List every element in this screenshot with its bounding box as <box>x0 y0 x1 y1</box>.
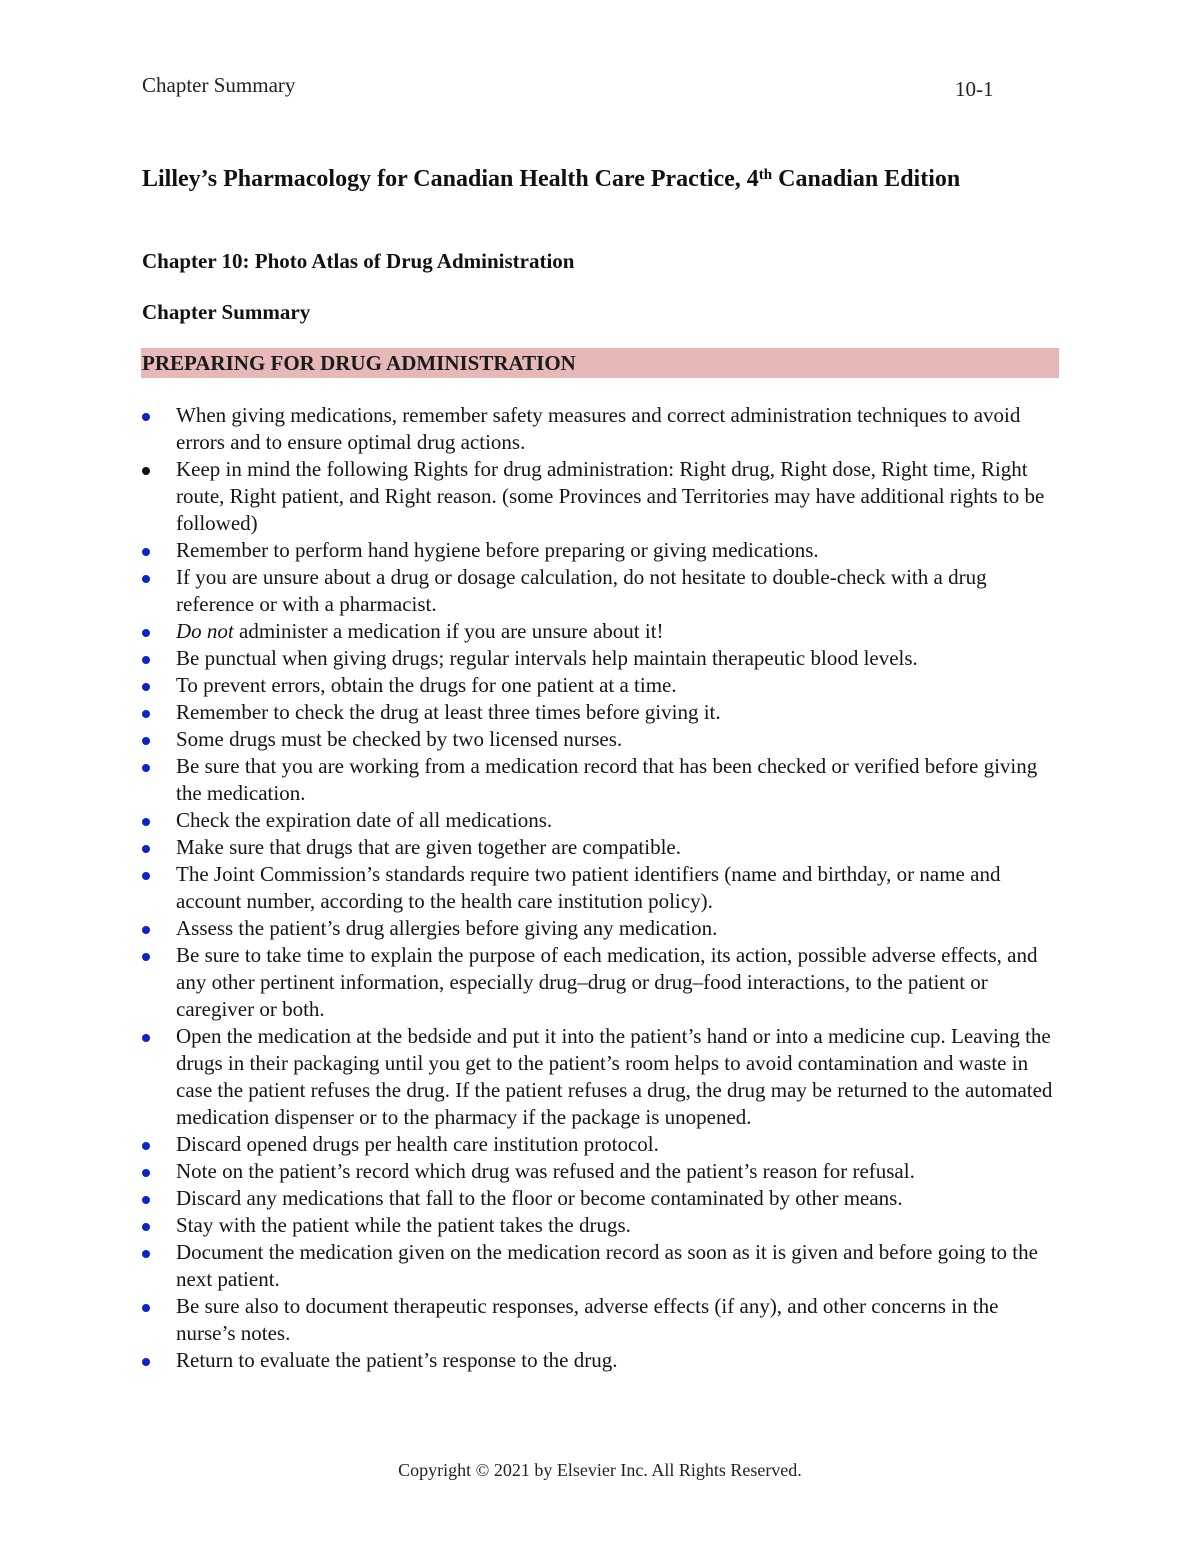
bullet-text <box>176 1186 903 1210</box>
bullet-body: Be punctual when giving drugs; regular intervals help maintain therapeutic blood levels. <box>176 646 918 670</box>
bullet-item <box>0 1212 1061 1239</box>
book-title-edition: Canadian Edition <box>772 166 961 192</box>
bullet-dot-icon <box>142 1358 150 1366</box>
bullet-item <box>0 1131 1061 1158</box>
bullet-item <box>0 618 1061 645</box>
bullet-emphasis: Do not <box>176 619 234 643</box>
bullet-dot-icon <box>142 1034 150 1042</box>
bullet-dot-icon <box>142 710 150 718</box>
bullet-item <box>0 1347 1061 1374</box>
bullet-dot-icon <box>142 467 150 475</box>
bullet-body: Keep in mind the following Rights for drug administration: Right drug, Right dose, Right time, Right route, Right patient, and Right reason. (some Provinces and Territories may have additional rights to be followed) <box>176 457 1045 535</box>
bullet-item <box>0 672 1061 699</box>
bullet-dot-icon <box>142 1196 150 1204</box>
bullet-item <box>0 1158 1061 1185</box>
bullet-item <box>0 726 1061 753</box>
bullet-item <box>0 564 1061 618</box>
bullet-text <box>176 1294 998 1345</box>
bullet-item <box>0 456 1061 537</box>
bullet-dot-icon <box>142 1250 150 1258</box>
bullet-text <box>176 1159 915 1183</box>
bullet-text <box>176 538 819 562</box>
bullet-body: The Joint Commission’s standards require two patient identifiers (name and birthday, or name and account number, according to the health care institution policy). <box>176 862 1001 913</box>
bullet-text <box>176 727 622 751</box>
bullet-dot-icon <box>142 575 150 583</box>
bullet-body: Remember to check the drug at least three times before giving it. <box>176 700 721 724</box>
bullet-dot-icon <box>142 872 150 880</box>
page-number: 10-1 <box>955 77 994 101</box>
bullet-body: Stay with the patient while the patient takes the drugs. <box>176 1213 631 1237</box>
book-title <box>142 163 1022 195</box>
bullet-text <box>176 1132 659 1156</box>
bullet-text <box>176 835 681 859</box>
edition-ordinal-superscript: th <box>758 167 773 183</box>
bullet-item <box>0 645 1061 672</box>
bullet-body: Be sure to take time to explain the purpose of each medication, its action, possible adverse effects, and any other pertinent information, especially drug–drug or drug–food interactions, to the patient or caregiver or both. <box>176 943 1038 1021</box>
bullet-dot-icon <box>142 845 150 853</box>
chapter-summary-label: Chapter Summary <box>142 300 311 324</box>
bullet-text <box>176 1213 631 1237</box>
bullet-item <box>0 1023 1061 1131</box>
bullet-body: If you are unsure about a drug or dosage calculation, do not hesitate to double-check with a drug reference or with a pharmacist. <box>176 565 987 616</box>
bullet-body: Assess the patient’s drug allergies before giving any medication. <box>176 916 718 940</box>
bullet-dot-icon <box>142 764 150 772</box>
bullet-body: When giving medications, remember safety measures and correct administration techniques to avoid errors and to ensure optimal drug actions. <box>176 403 1021 454</box>
bullet-body: Discard any medications that fall to the floor or become contaminated by other means. <box>176 1186 903 1210</box>
bullet-item <box>0 861 1061 915</box>
bullet-text <box>176 619 664 643</box>
bullet-body: Check the expiration date of all medications. <box>176 808 553 832</box>
bullet-item <box>0 699 1061 726</box>
bullet-item <box>0 1293 1061 1347</box>
bullet-dot-icon <box>142 953 150 961</box>
bullet-body: Make sure that drugs that are given together are compatible. <box>176 835 681 859</box>
bullet-body: Some drugs must be checked by two licensed nurses. <box>176 727 623 751</box>
bullet-body: Be sure also to document therapeutic responses, adverse effects (if any), and other concerns in the nurse’s notes. <box>176 1294 999 1345</box>
bullet-text <box>176 943 1038 1021</box>
bullet-dot-icon <box>142 629 150 637</box>
bullet-text <box>176 565 987 616</box>
bullet-item <box>0 834 1061 861</box>
bullet-body: Return to evaluate the patient’s response to the drug. <box>176 1348 618 1372</box>
bullet-text <box>176 916 717 940</box>
copyright-footer: Copyright © 2021 by Elsevier Inc. All Rights Reserved. <box>398 1460 802 1480</box>
chapter-title: Chapter 10: Photo Atlas of Drug Administration <box>142 249 575 273</box>
running-head: Chapter Summary <box>142 73 296 97</box>
bullet-dot-icon <box>142 818 150 826</box>
bullet-text <box>176 754 1037 805</box>
bullet-body: Remember to perform hand hygiene before preparing or giving medications. <box>176 538 819 562</box>
bullet-text <box>176 808 552 832</box>
bullet-text <box>176 403 1020 454</box>
bullet-item <box>0 537 1061 564</box>
bullet-item <box>0 753 1061 807</box>
bullet-text <box>176 1240 1038 1291</box>
bullet-item <box>0 1239 1061 1293</box>
bullet-item <box>0 1185 1061 1212</box>
bullet-list <box>0 402 1200 1374</box>
bullet-dot-icon <box>142 656 150 664</box>
bullet-body: Document the medication given on the medication record as soon as it is given and before going to the next patient. <box>176 1240 1038 1291</box>
bullet-body: Discard opened drugs per health care institution protocol. <box>176 1132 659 1156</box>
bullet-text <box>176 1024 1052 1129</box>
bullet-text <box>176 673 677 697</box>
bullet-dot-icon <box>142 1142 150 1150</box>
bullet-text <box>176 700 721 724</box>
bullet-dot-icon <box>142 737 150 745</box>
bullet-body: Note on the patient’s record which drug was refused and the patient’s reason for refusal. <box>176 1159 915 1183</box>
section-heading: PREPARING FOR DRUG ADMINISTRATION <box>142 351 576 375</box>
bullet-dot-icon <box>142 1169 150 1177</box>
bullet-dot-icon <box>142 683 150 691</box>
bullet-dot-icon <box>142 548 150 556</box>
bullet-text <box>176 862 1000 913</box>
bullet-item <box>0 402 1061 456</box>
bullet-text <box>176 1348 617 1372</box>
bullet-dot-icon <box>142 413 150 421</box>
bullet-dot-icon <box>142 926 150 934</box>
bullet-body: Open the medication at the bedside and put it into the patient’s hand or into a medicine cup. Leaving the drugs in their packaging until you get to the patient’s room helps to avoid contamination and waste in case the patient refuses the drug. If the patient refuses a drug, the drug may be returned to the automated medication dispenser or to the pharmacy if the package is unopened. <box>176 1024 1053 1129</box>
bullet-body: Be sure that you are working from a medication record that has been checked or verified before giving the medication. <box>176 754 1038 805</box>
bullet-dot-icon <box>142 1223 150 1231</box>
bullet-item <box>0 942 1061 1023</box>
bullet-body: To prevent errors, obtain the drugs for one patient at a time. <box>176 673 677 697</box>
bullet-text <box>176 457 1044 535</box>
bullet-item <box>0 807 1061 834</box>
bullet-item <box>0 915 1061 942</box>
bullet-body: administer a medication if you are unsure about it! <box>233 619 664 643</box>
bullet-dot-icon <box>142 1304 150 1312</box>
book-title-main: Lilley’s Pharmacology for Canadian Health Care Practice, 4 <box>142 166 759 192</box>
bullet-text <box>176 646 918 670</box>
